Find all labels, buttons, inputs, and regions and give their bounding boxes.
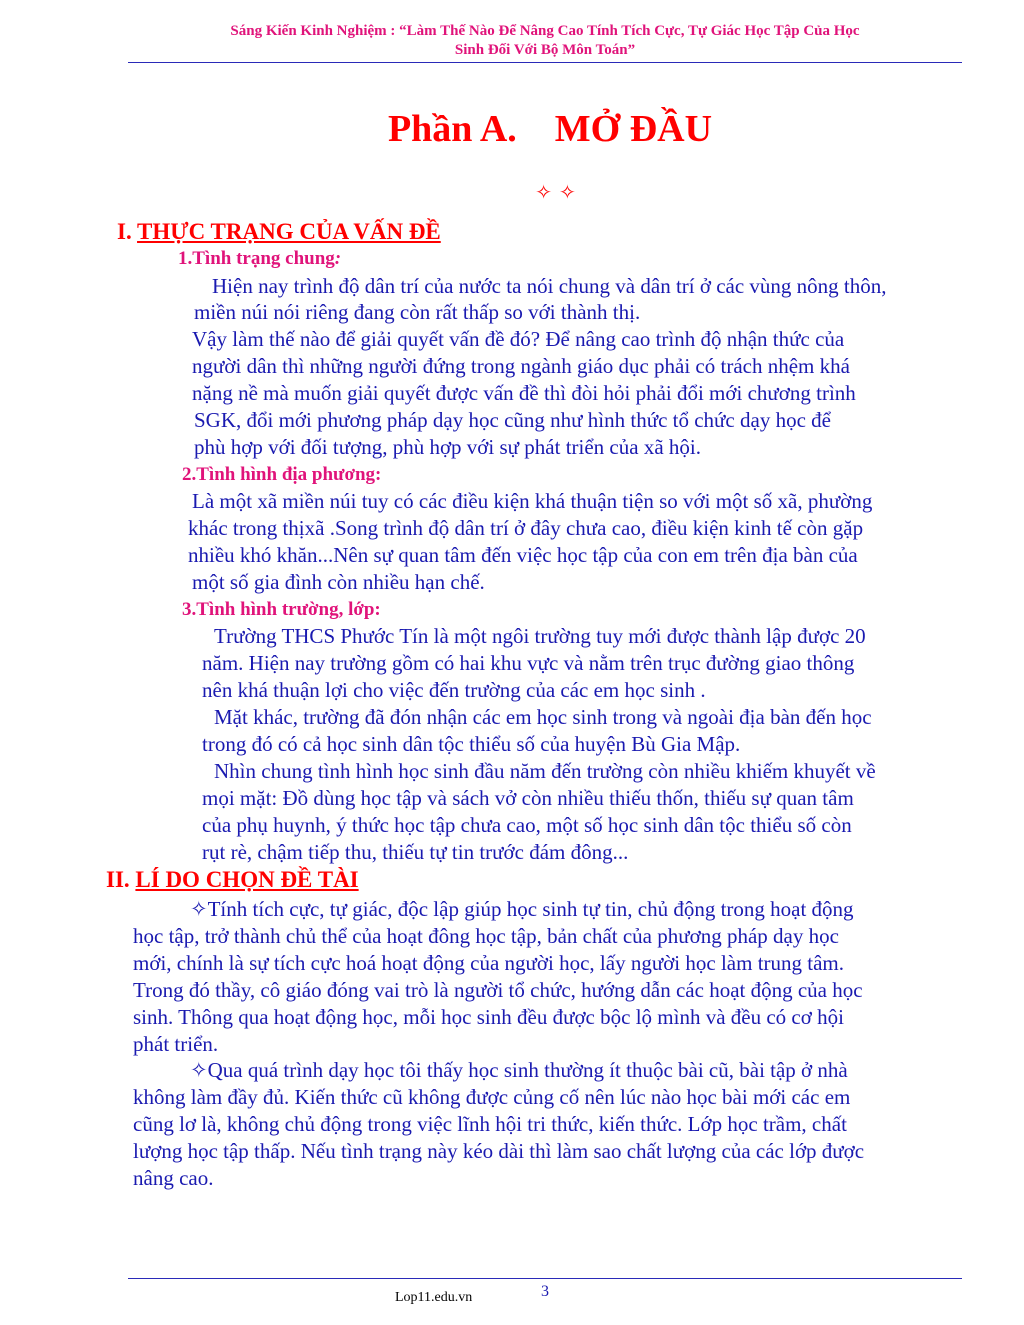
paragraph-line: Nhìn chung tình hình học sinh đầu năm đến trường còn nhiều khiếm khuyết về	[214, 759, 876, 783]
bullet-paragraph	[190, 896, 854, 923]
paragraph-line: một số gia đình còn nhiều hạn chế.	[192, 570, 485, 594]
page-title: Phần A. MỞ ĐẦU	[387, 108, 713, 150]
section-2-number: II.	[106, 867, 130, 892]
paragraph-line: Vậy làm thế nào để giải quyết vấn đề đó? Để nâng cao trình độ nhận thức của	[192, 327, 845, 351]
paragraph-line: nâng cao.	[133, 1166, 214, 1190]
paragraph-line: Qua quá trình dạy học tôi thấy học sinh thường ít thuộc bài cũ, bài tập ở nhà	[207, 1058, 848, 1082]
paragraph-line: SGK, đổi mới phương pháp dạy học cũng như hình thức tổ chức dạy học để	[194, 408, 831, 432]
paragraph-line: Mặt khác, trường đã đón nhận các em học sinh trong và ngoài địa bàn đến học	[214, 705, 872, 729]
paragraph-line: học tập, trở thành chủ thể của hoạt đông học tập, bản chất của phương pháp dạy học	[133, 924, 839, 948]
running-header	[130, 22, 960, 60]
subsection-3-heading: 3.Tình hình trường, lớp:	[182, 599, 381, 620]
subsection-2-heading: 2.Tình hình địa phương:	[182, 464, 382, 485]
subsection-1-heading	[178, 247, 341, 271]
paragraph-line: trong đó có cả học sinh dân tộc thiểu số của huyện Bù Gia Mập.	[202, 732, 741, 756]
sparkle-bullet-icon: ✧	[190, 897, 208, 921]
paragraph-line: của phụ huynh, ý thức học tập chưa cao, một số học sinh dân tộc thiểu số còn	[202, 813, 852, 837]
footer-site: Lop11.edu.vn	[395, 1290, 473, 1305]
paragraph-line: sinh. Thông qua hoạt động học, mỗi học sinh đều được bộc lộ mình và đều có cơ hội	[133, 1005, 844, 1029]
paragraph-line: Tính tích cực, tự giác, độc lập giúp học sinh tự tin, chủ động trong hoạt động	[207, 897, 854, 921]
paragraph-line: Trường THCS Phước Tín là một ngôi trường tuy mới được thành lập được 20	[214, 624, 866, 648]
paragraph-line: Trong đó thầy, cô giáo đóng vai trò là người tổ chức, hướng dẫn các hoạt động của học	[133, 978, 863, 1002]
paragraph-line: lượng học tập thấp. Nếu tình trạng này kéo dài thì làm sao chất lượng của các lớp được	[133, 1139, 865, 1163]
subsection-1-label: 1.Tình trạng chung	[178, 248, 335, 269]
section-1-heading	[117, 218, 441, 246]
section-1-label: THỰC TRẠNG CỦA VẤN ĐỀ	[137, 219, 441, 244]
page-number: 3	[541, 1283, 549, 1300]
paragraph-line: miền núi nói riêng đang còn rất thấp so với thành thị.	[194, 300, 641, 324]
paragraph-line: Hiện nay trình độ dân trí của nước ta nói chung và dân trí ở các vùng nông thôn,	[212, 274, 887, 298]
header-line-2: Sinh Đối Với Bộ Môn Toán”	[454, 42, 636, 58]
paragraph-line: không làm đầy đủ. Kiến thức cũ không được củng cố nên lúc nào học bài mới các em	[133, 1085, 851, 1109]
paragraph-line: nhiều khó khăn...Nên sự quan tâm đến việc học tập của con em trên địa bàn của	[188, 543, 858, 567]
subsection-1-colon: :	[334, 248, 342, 269]
paragraph-line: phát triển.	[133, 1032, 219, 1056]
paragraph-line: khác trong thịxã .Song trình độ dân trí ở đây chưa cao, điều kiện kinh tế còn gặp	[188, 516, 864, 540]
paragraph-line: Là một xã miền núi tuy có các điều kiện khá thuận tiện so với một số xã, phường	[192, 489, 873, 513]
paragraph-line: mới, chính là sự tích cực hoá hoạt động của người học, lấy người học làm trung tâm.	[133, 951, 845, 975]
ornament-text: ✧ ✧	[535, 182, 577, 204]
paragraph-line: cũng lơ là, không chủ động trong việc lĩnh hội tri thức, kiến thức. Lớp học trầm, chất	[133, 1112, 847, 1136]
paragraph-line: nặng nề mà muốn giải quyết được vấn đề thì đòi hỏi phải đổi mới chương trình	[192, 381, 856, 405]
bullet-paragraph	[190, 1057, 848, 1084]
footer-rule	[128, 1278, 962, 1279]
sparkle-bullet-icon: ✧	[190, 1058, 208, 1082]
section-2-heading	[106, 866, 359, 894]
ornament-divider	[420, 157, 680, 205]
section-1-number: I.	[117, 219, 132, 244]
paragraph-line: rụt rè, chậm tiếp thu, thiếu tự tin trước đám đông...	[202, 840, 629, 864]
paragraph-line: phù hợp với đối tượng, phù hợp với sự phát triển của xã hội.	[194, 435, 701, 459]
section-2-label: LÍ DO CHỌN ĐỀ TÀI	[135, 867, 359, 892]
paragraph-line: nên khá thuận lợi cho việc đến trường của các em học sinh .	[202, 678, 706, 702]
paragraph-line: người dân thì những người đứng trong ngành giáo dục phải có trách nhệm khá	[192, 354, 850, 378]
header-rule	[128, 62, 962, 63]
paragraph-line: năm. Hiện nay trường gồm có hai khu vực và nằm trên trục đường giao thông	[202, 651, 855, 675]
paragraph-line: mọi mặt: Đồ dùng học tập và sách vở còn nhiều thiếu thốn, thiếu sự quan tâm	[202, 786, 854, 810]
header-line-1: Sáng Kiến Kinh Nghiệm : “Làm Thế Nào Để Nâng Cao Tính Tích Cực, Tự Giác Học Tập Của Học	[230, 23, 860, 39]
